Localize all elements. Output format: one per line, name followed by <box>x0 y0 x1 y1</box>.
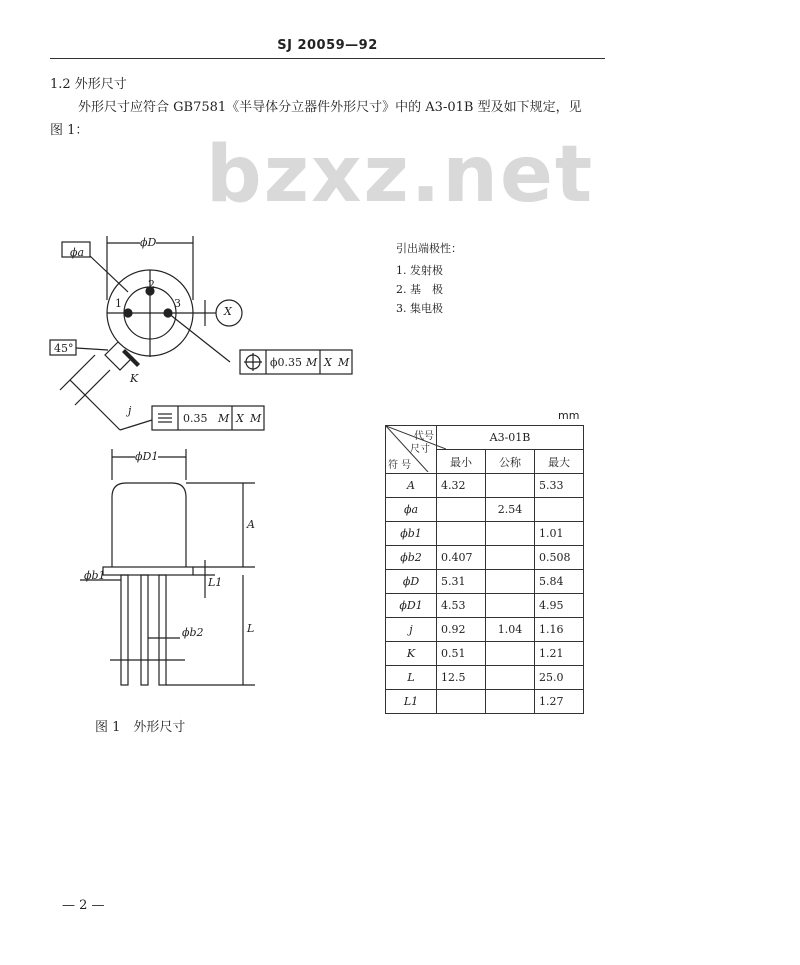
pos-tol-x: X <box>324 356 332 369</box>
can-body <box>112 483 186 567</box>
table-row <box>386 474 584 498</box>
page-number: — 2 — <box>62 898 105 913</box>
label-angle: 45° <box>54 342 74 355</box>
cell-max: 1.27 <box>535 690 584 714</box>
label-j: j <box>128 404 132 417</box>
label-pin2: 2 <box>148 278 155 291</box>
table-row <box>386 522 584 546</box>
cell-sym: L1 <box>386 690 437 714</box>
cell-max: 5.84 <box>535 570 584 594</box>
polarity-item: 2. 基 极 <box>396 283 443 296</box>
polarity-title: 引出端极性： <box>396 242 462 255</box>
label-datum-x: X <box>224 305 232 318</box>
label-pin1: 1 <box>115 297 122 310</box>
cell-max: 0.508 <box>535 546 584 570</box>
polarity-item: 1. 发射极 <box>396 264 443 277</box>
cell-sym: A <box>386 474 437 498</box>
pos-tol-value: ϕ0.35 <box>270 356 302 369</box>
sym-tol-m2: M <box>250 412 262 425</box>
cell-nom <box>486 666 535 690</box>
section-paragraph-line2: 图 1： <box>50 123 89 138</box>
cell-nom: 1.04 <box>486 618 535 642</box>
cell-max: 1.21 <box>535 642 584 666</box>
table-row <box>386 498 584 522</box>
cell-nom <box>486 690 535 714</box>
cell-max: 5.33 <box>535 474 584 498</box>
label-phi-d: ϕD <box>140 236 157 249</box>
cell-sym: ϕD1 <box>386 594 437 618</box>
cell-sym: j <box>386 618 437 642</box>
corner-top: 代号 <box>414 431 434 442</box>
cell-nom <box>486 642 535 666</box>
cell-nom <box>486 546 535 570</box>
cell-nom <box>486 594 535 618</box>
table-row <box>386 594 584 618</box>
table-row <box>386 642 584 666</box>
cell-min: 4.53 <box>437 594 486 618</box>
cell-sym: ϕa <box>386 498 437 522</box>
cell-max: 4.95 <box>535 594 584 618</box>
watermark: bzxz.net <box>205 130 595 220</box>
flange <box>103 567 193 575</box>
dimension-table <box>385 425 584 714</box>
col-header-max: 最大 <box>535 450 584 474</box>
table-row <box>386 618 584 642</box>
cell-sym: ϕb1 <box>386 522 437 546</box>
polarity-item: 3. 集电极 <box>396 302 443 315</box>
cell-min: 12.5 <box>437 666 486 690</box>
cell-sym: L <box>386 666 437 690</box>
cell-nom: 2.54 <box>486 498 535 522</box>
table-corner-cell <box>386 426 437 474</box>
cell-max <box>535 498 584 522</box>
label-phi-b2: ϕb2 <box>182 626 204 639</box>
sym-tol-value: 0.35 <box>183 412 208 425</box>
cell-min: 0.51 <box>437 642 486 666</box>
cell-min: 0.407 <box>437 546 486 570</box>
cell-min <box>437 498 486 522</box>
cell-min: 5.31 <box>437 570 486 594</box>
pos-tol-m1: M <box>306 356 318 369</box>
cell-nom <box>486 570 535 594</box>
cell-min: 4.32 <box>437 474 486 498</box>
table-row <box>386 690 584 714</box>
label-pin3: 3 <box>174 297 181 310</box>
section-paragraph-line1: 外形尺寸应符合 GB7581《半导体分立器件外形尺寸》中的 A3-01B 型及如下规定，见 <box>78 100 582 115</box>
document-number: SJ 20059—92 <box>277 38 378 53</box>
table-row <box>386 666 584 690</box>
col-header-min: 最小 <box>437 450 486 474</box>
label-l1: L1 <box>208 576 223 589</box>
cell-max: 1.01 <box>535 522 584 546</box>
label-phi-a: ϕa <box>70 246 85 259</box>
label-phi-d1: ϕD1 <box>135 450 159 463</box>
corner-bottom: 符 号 <box>388 460 412 471</box>
cell-min <box>437 522 486 546</box>
figure-caption: 图 1 外形尺寸 <box>95 720 186 735</box>
label-l: L <box>247 622 255 635</box>
corner-mid: 尺寸 <box>410 444 430 455</box>
cell-min <box>437 690 486 714</box>
table-row <box>386 546 584 570</box>
cell-sym: ϕb2 <box>386 546 437 570</box>
section-heading: 1.2 外形尺寸 <box>50 77 127 92</box>
cell-nom <box>486 522 535 546</box>
table-row <box>386 570 584 594</box>
label-phi-b1: ϕb1 <box>84 569 106 582</box>
cell-max: 1.16 <box>535 618 584 642</box>
label-k: K <box>130 372 139 385</box>
cell-sym: K <box>386 642 437 666</box>
pos-tol-m2: M <box>338 356 350 369</box>
sym-tol-x: X <box>236 412 244 425</box>
table-unit: mm <box>558 409 580 422</box>
cell-nom <box>486 474 535 498</box>
pin1-dot <box>124 309 132 317</box>
cell-sym: ϕD <box>386 570 437 594</box>
col-header-nom: 公称 <box>486 450 535 474</box>
label-a: A <box>247 518 255 531</box>
sym-tol-m1: M <box>218 412 230 425</box>
cell-min: 0.92 <box>437 618 486 642</box>
cell-max: 25.0 <box>535 666 584 690</box>
model-header: A3-01B <box>437 426 584 450</box>
